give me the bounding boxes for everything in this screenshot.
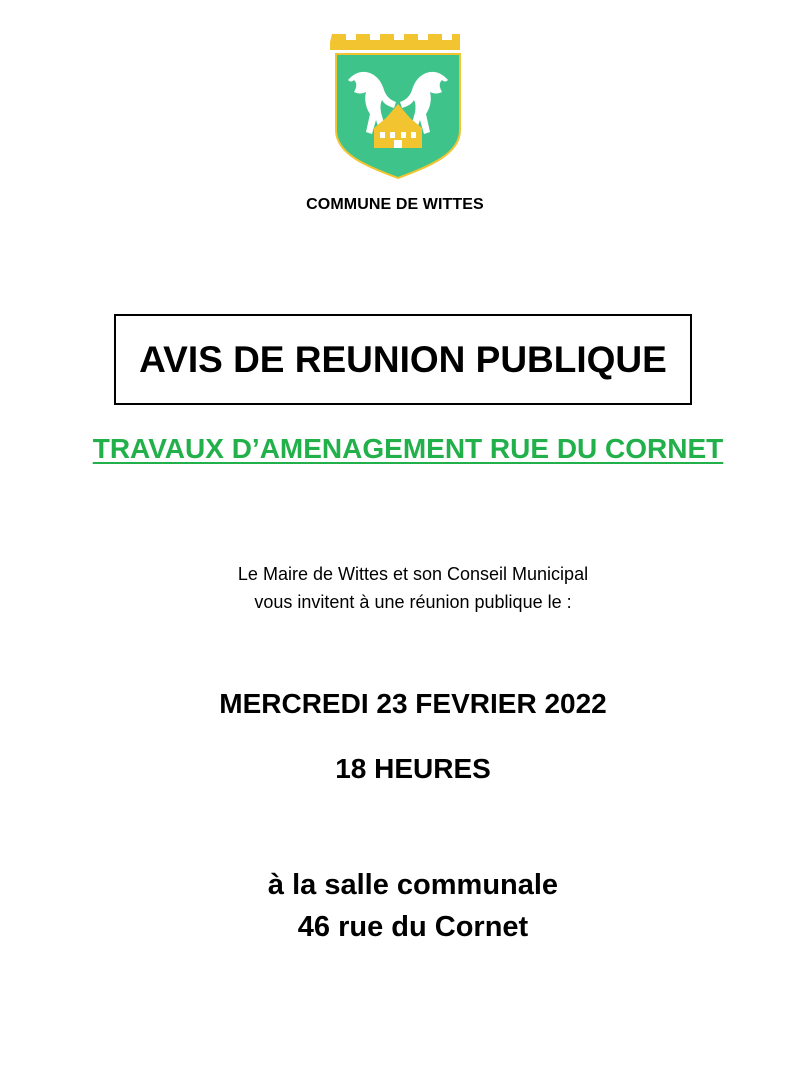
- meeting-time: 18 HEURES: [335, 753, 491, 784]
- invitation-text: [0, 560, 800, 616]
- commune-name: COMMUNE DE WITTES: [306, 196, 484, 213]
- notice-subtitle: TRAVAUX D’AMENAGEMENT RUE DU CORNET: [92, 433, 724, 464]
- notice-title: AVIS DE REUNION PUBLIQUE: [139, 338, 667, 380]
- meeting-place-line-2: 46 rue du Cornet: [297, 911, 529, 943]
- invitation-line-1: Le Maire de Wittes et son Conseil Municipal: [237, 564, 589, 584]
- meeting-place: [0, 864, 800, 948]
- meeting-place-line-1: à la salle communale: [267, 869, 559, 901]
- invitation-line-2: vous invitent à une réunion publique le :: [254, 592, 572, 612]
- meeting-date: MERCREDI 23 FEVRIER 2022: [219, 688, 607, 719]
- notice-title-box: [114, 314, 692, 405]
- coat-of-arms-icon: [330, 32, 466, 180]
